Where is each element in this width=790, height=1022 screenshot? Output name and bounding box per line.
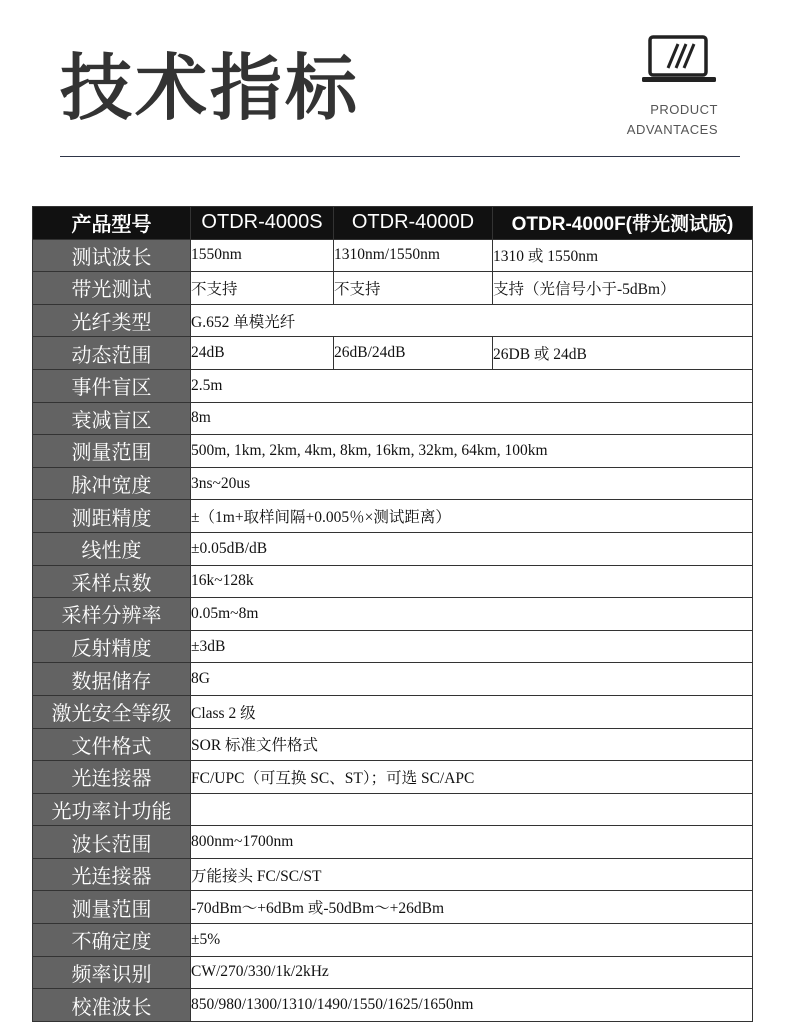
- row-label: 采样分辨率: [33, 598, 191, 631]
- table-row: [33, 532, 753, 565]
- model-header: OTDR-4000S: [191, 207, 334, 240]
- product-advantages-caption: [600, 100, 718, 140]
- row-value: 850/980/1300/1310/1490/1550/1625/1650nm: [191, 989, 753, 1022]
- table-row: [33, 858, 753, 891]
- row-label: 激光安全等级: [33, 695, 191, 728]
- row-label: 事件盲区: [33, 369, 191, 402]
- row-label: 不确定度: [33, 924, 191, 957]
- row-label: 光功率计功能: [33, 793, 191, 826]
- table-row: [33, 793, 753, 826]
- table-row: [33, 891, 753, 924]
- table-row: [33, 598, 753, 631]
- row-value: 支持（光信号小于-5dBm）: [493, 272, 753, 305]
- brand-line-1: PRODUCT: [650, 102, 718, 117]
- brand-line-2: ADVANTACES: [626, 122, 718, 137]
- row-value: 800nm~1700nm: [191, 826, 753, 859]
- row-label: 反射精度: [33, 630, 191, 663]
- row-value: -70dBm～+6dBm 或-50dBm～+26dBm: [191, 891, 753, 924]
- row-value: 1310nm/1550nm: [334, 239, 493, 272]
- row-label: 光纤类型: [33, 304, 191, 337]
- model-header: OTDR-4000D: [334, 207, 493, 240]
- table-row: [33, 239, 753, 272]
- row-value: 0.05m~8m: [191, 598, 753, 631]
- row-value: SOR 标准文件格式: [191, 728, 753, 761]
- table-row: [33, 761, 753, 794]
- row-value: FC/UPC（可互换 SC、ST）；可选 SC/APC: [191, 761, 753, 794]
- model-header: OTDR-4000F(带光测试版): [493, 207, 753, 240]
- spec-table: [32, 206, 753, 1022]
- row-label: 光连接器: [33, 761, 191, 794]
- row-value: ±5%: [191, 924, 753, 957]
- row-label: 测距精度: [33, 500, 191, 533]
- row-label: 动态范围: [33, 337, 191, 370]
- page-title: 技术指标: [60, 46, 361, 130]
- table-row: [33, 695, 753, 728]
- row-value: 3ns~20us: [191, 467, 753, 500]
- row-value: 16k~128k: [191, 565, 753, 598]
- row-value: 8G: [191, 663, 753, 696]
- table-header-row: [33, 207, 753, 240]
- row-value: 万能接头 FC/SC/ST: [191, 858, 753, 891]
- table-row: [33, 500, 753, 533]
- row-value: CW/270/330/1k/2kHz: [191, 956, 753, 989]
- row-value: 26DB 或 24dB: [493, 337, 753, 370]
- row-label: 频率识别: [33, 956, 191, 989]
- row-label: 带光测试: [33, 272, 191, 305]
- laptop-icon: [640, 34, 718, 84]
- table-row: [33, 337, 753, 370]
- row-label: 波长范围: [33, 826, 191, 859]
- table-row: [33, 467, 753, 500]
- table-row: [33, 826, 753, 859]
- row-label: 校准波长: [33, 989, 191, 1022]
- row-label: 测试波长: [33, 239, 191, 272]
- table-row: [33, 924, 753, 957]
- row-label: 测量范围: [33, 891, 191, 924]
- row-value: Class 2 级: [191, 695, 753, 728]
- row-label: 线性度: [33, 532, 191, 565]
- table-row: [33, 956, 753, 989]
- table-row: [33, 989, 753, 1022]
- row-value: [191, 793, 753, 826]
- row-value: 不支持: [334, 272, 493, 305]
- table-row: [33, 630, 753, 663]
- row-value: 8m: [191, 402, 753, 435]
- row-label: 文件格式: [33, 728, 191, 761]
- row-label: 采样点数: [33, 565, 191, 598]
- row-value: 2.5m: [191, 369, 753, 402]
- table-row: [33, 272, 753, 305]
- table-row: [33, 369, 753, 402]
- row-label: 脉冲宽度: [33, 467, 191, 500]
- header-divider: [60, 156, 740, 157]
- row-value: 500m, 1km, 2km, 4km, 8km, 16km, 32km, 64km, 100km: [191, 435, 753, 468]
- row-value: G.652 单模光纤: [191, 304, 753, 337]
- row-label: 光连接器: [33, 858, 191, 891]
- row-value: 不支持: [191, 272, 334, 305]
- row-value: 26dB/24dB: [334, 337, 493, 370]
- row-label: 数据储存: [33, 663, 191, 696]
- row-value: 1310 或 1550nm: [493, 239, 753, 272]
- table-row: [33, 565, 753, 598]
- row-value: 1550nm: [191, 239, 334, 272]
- table-row: [33, 435, 753, 468]
- row-value: ±0.05dB/dB: [191, 532, 753, 565]
- row-value: ±（1m+取样间隔+0.005％×测试距离）: [191, 500, 753, 533]
- table-row: [33, 402, 753, 435]
- table-row: [33, 304, 753, 337]
- row-label: 测量范围: [33, 435, 191, 468]
- row-value: ±3dB: [191, 630, 753, 663]
- header-label: 产品型号: [33, 207, 191, 240]
- table-row: [33, 663, 753, 696]
- row-label: 衰减盲区: [33, 402, 191, 435]
- table-row: [33, 728, 753, 761]
- row-value: 24dB: [191, 337, 334, 370]
